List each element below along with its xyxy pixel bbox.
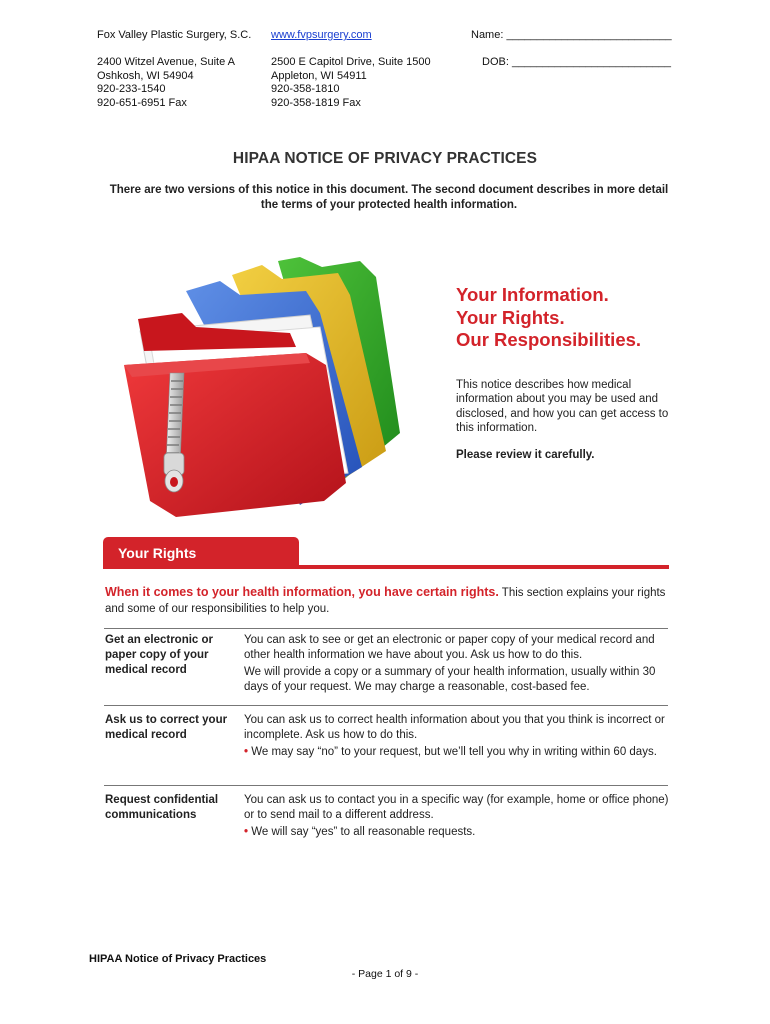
tagline-line2: Your Rights. — [456, 306, 565, 328]
divider — [104, 705, 668, 706]
office-address-appleton — [271, 56, 431, 110]
rights-intro-lead: When it comes to your health information, you have certain rights. — [105, 585, 499, 599]
tagline — [456, 284, 641, 352]
section-rule — [103, 565, 669, 569]
right-text-confidential-2 — [244, 825, 674, 840]
notice-review: Please review it carefully. — [456, 449, 595, 461]
name-field[interactable] — [471, 29, 672, 43]
right-label-copy: Get an electronic or paper copy of your medical record — [105, 634, 214, 676]
office2-city: Appleton, WI 54911 — [271, 69, 367, 82]
right-label-correct: Ask us to correct your medical record — [105, 714, 228, 741]
right-text-confidential-1: You can ask us to contact you in a specific way (for example, home or office phone) or to send mail to a different address. — [244, 794, 669, 821]
right-text-copy — [244, 633, 674, 695]
office1-phone: 920-233-1540 — [97, 83, 166, 95]
office2-street: 2500 E Capitol Drive, Suite 1500 — [271, 56, 431, 68]
office1-fax: 920-651-6951 Fax — [97, 96, 187, 109]
dob-field[interactable] — [482, 56, 671, 70]
folders-with-zipper-icon — [110, 255, 440, 520]
rights-intro-rest: This section explains your rights and some of our responsibilities to help you. — [105, 587, 666, 615]
right-text-correct — [244, 713, 674, 760]
right-text-correct-1: You can ask us to correct health information about you that you think is incorrect or incomplete. Ask us how to do this. — [244, 714, 665, 741]
rights-intro — [105, 585, 675, 617]
website-link[interactable] — [271, 29, 372, 43]
right-text-correct-2 — [244, 745, 674, 760]
notice-description: This notice describes how medical information about you may be used and disclosed, and how you can get access to this information. — [456, 379, 669, 434]
divider — [104, 785, 668, 786]
footer-title: HIPAA Notice of Privacy Practices — [89, 953, 267, 965]
name-field-text[interactable]: Name: ___________________________ — [471, 29, 672, 41]
right-text-correct-2-text: We may say “no” to your request, but we’ll tell you why in writing within 60 days. — [251, 746, 657, 758]
practice-name-text: Fox Valley Plastic Surgery, S.C. — [97, 29, 252, 41]
bullet-icon: • — [244, 746, 249, 758]
website-link-text[interactable]: www.fvpsurgery.com — [271, 29, 372, 41]
right-text-confidential — [244, 793, 674, 840]
right-text-copy-2: We will provide a copy or a summary of your health information, usually within 30 days of your request. We may charge a reasonable, cost-based fee. — [244, 666, 656, 693]
practice-name — [97, 29, 251, 43]
right-text-copy-1: You can ask to see or get an electronic or paper copy of your medical record and other health information we have about you. Ask us how to do this. — [244, 634, 655, 661]
divider — [104, 628, 668, 629]
office-address-oshkosh — [97, 56, 235, 110]
office2-phone: 920-358-1810 — [271, 83, 340, 95]
office1-street: 2400 Witzel Avenue, Suite A — [97, 56, 235, 68]
right-text-confidential-2-text: We will say “yes” to all reasonable requests. — [251, 826, 476, 838]
tagline-line3: Our Responsibilities. — [456, 329, 642, 350]
section-heading: Your Rights — [118, 545, 197, 561]
tagline-line1: Your Information. — [456, 284, 609, 305]
office1-city: Oshkosh, WI 54904 — [97, 69, 194, 82]
page-number: - Page 1 of 9 - — [351, 968, 419, 980]
bullet-icon: • — [244, 826, 249, 838]
dob-field-text[interactable]: DOB: __________________________ — [482, 56, 672, 68]
document-title: HIPAA NOTICE OF PRIVACY PRACTICES — [232, 150, 538, 167]
document-intro: There are two versions of this notice in this document. The second document describes in more detail the terms of your protected health information. — [109, 184, 669, 211]
right-label-confidential: Request confidential communications — [105, 794, 219, 821]
office2-fax: 920-358-1819 Fax — [271, 96, 361, 109]
